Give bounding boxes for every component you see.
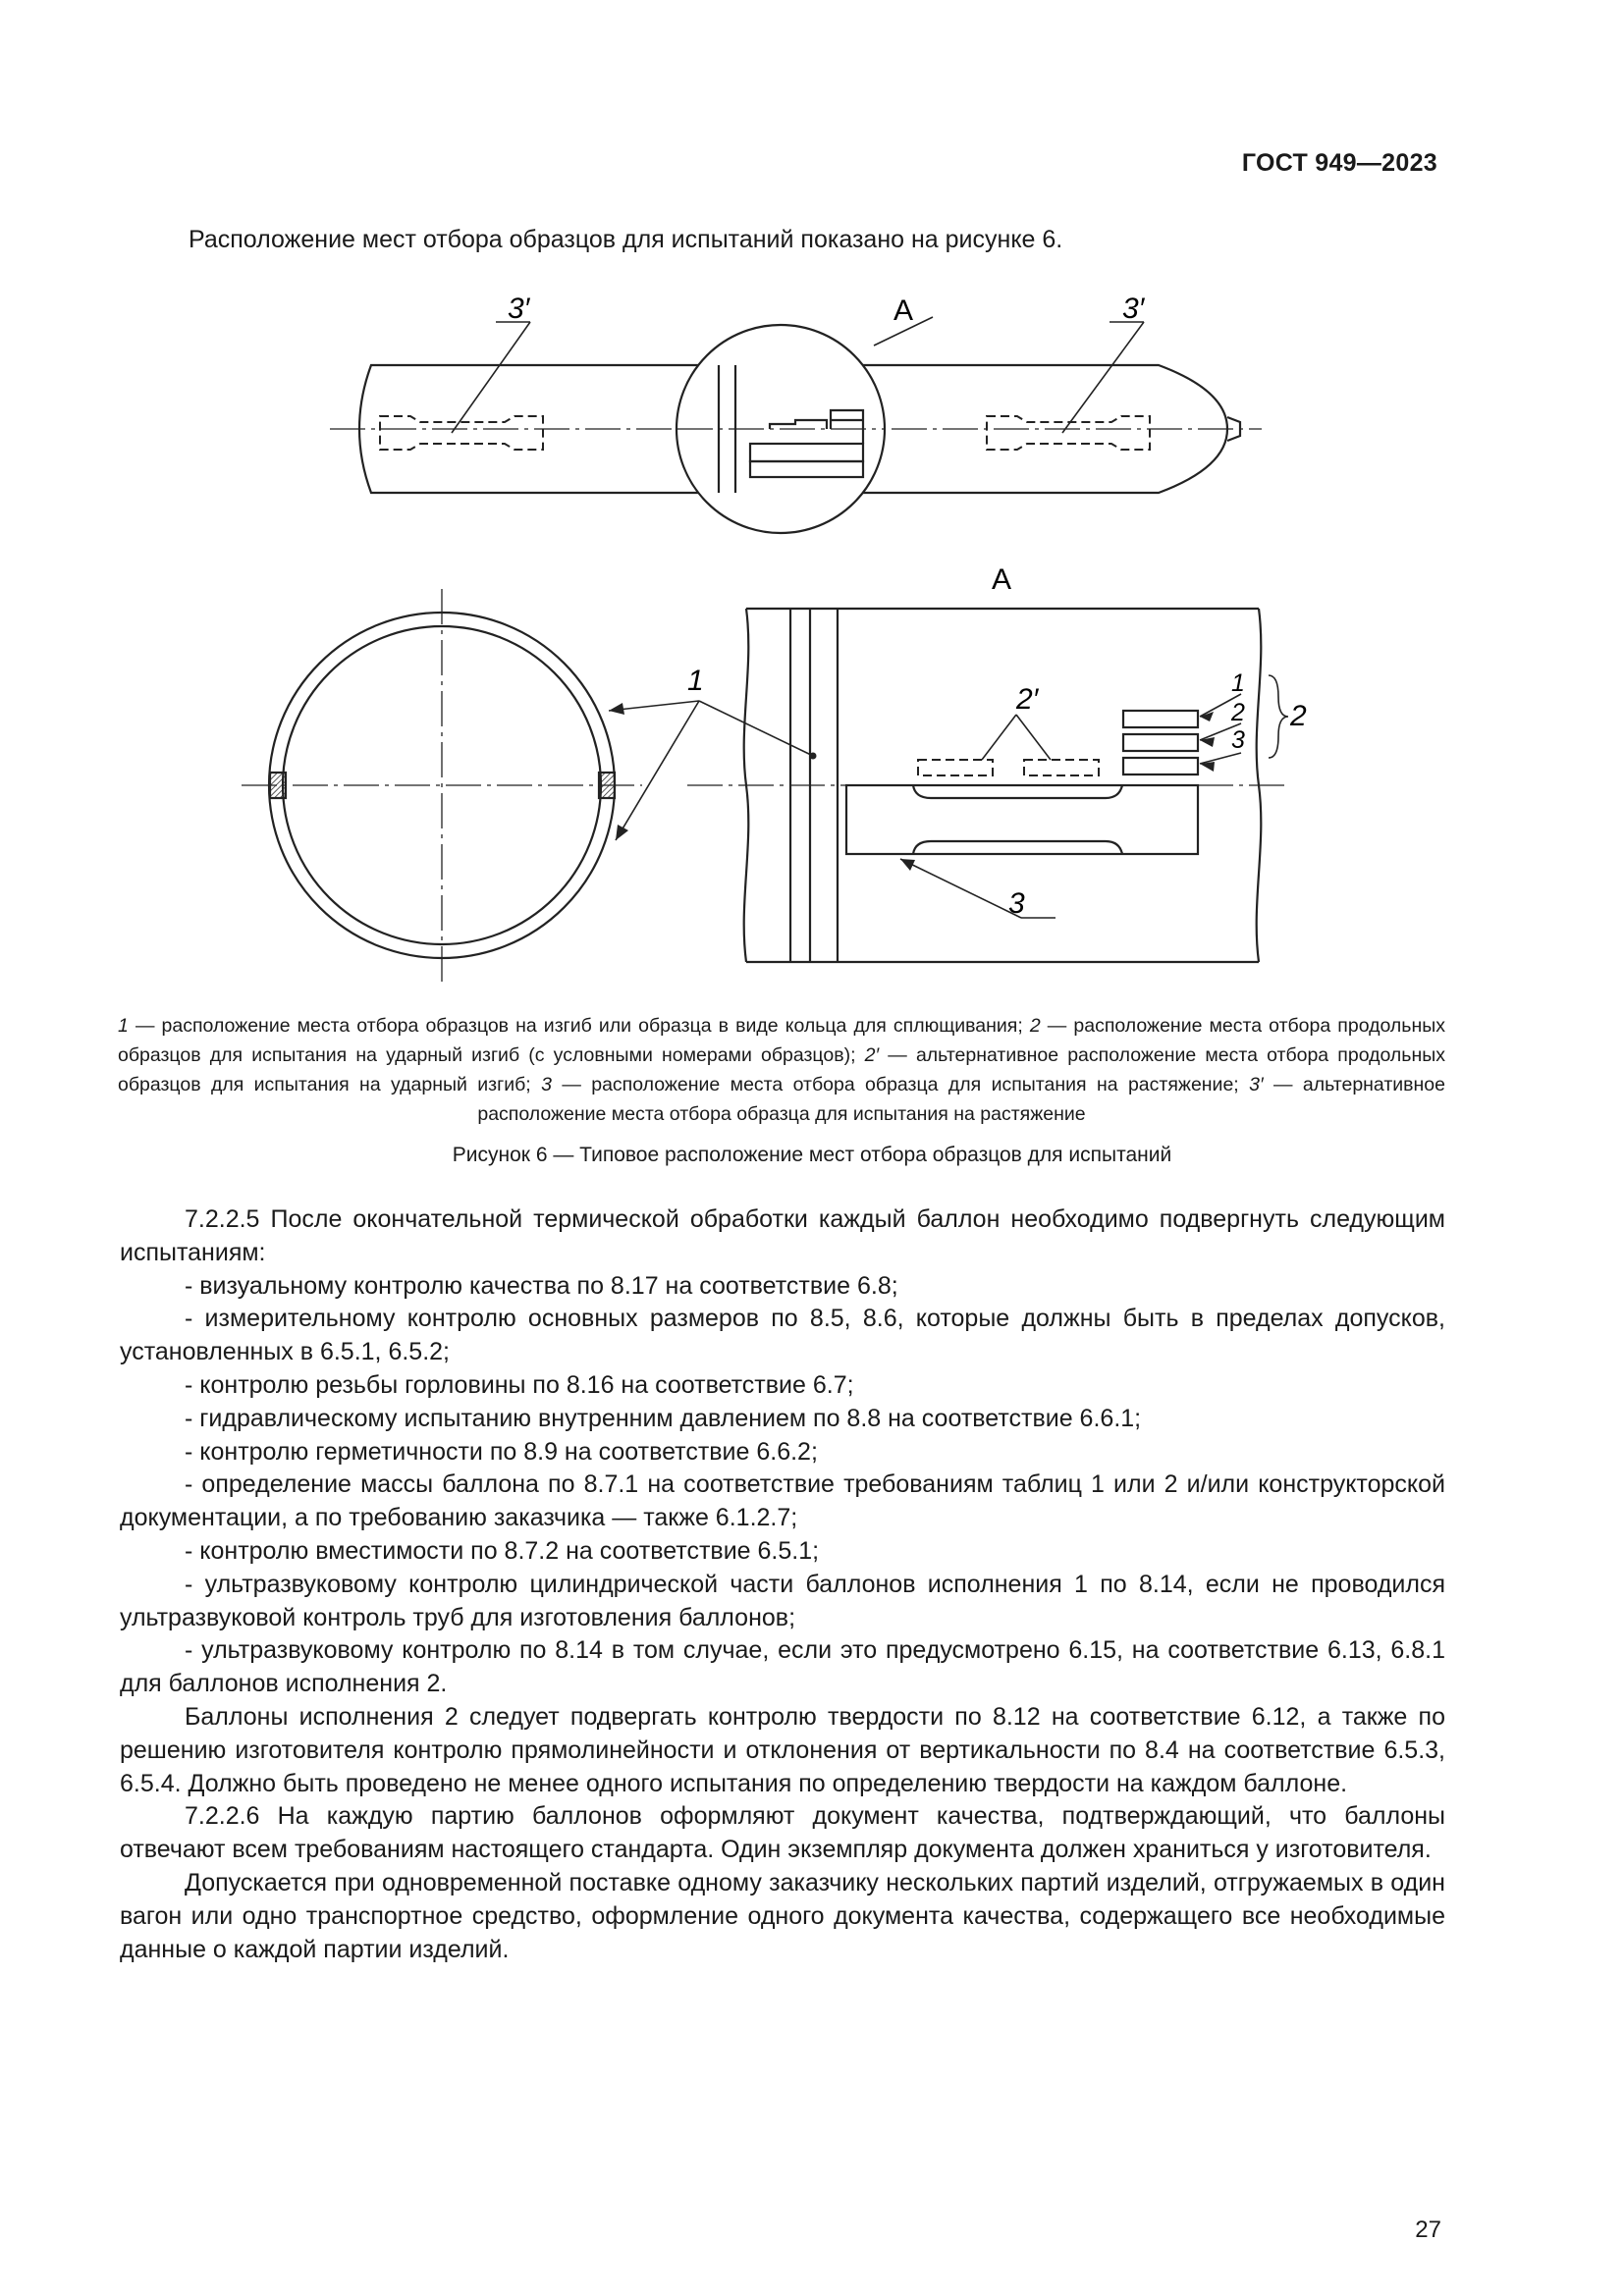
page-number: 27 [1415, 2216, 1441, 2243]
figure-caption: Рисунок 6 — Типовое расположение мест отбора образцов для испытаний [452, 1144, 1172, 1166]
legend-key: 3′ [1249, 1074, 1264, 1095]
intro-paragraph: Расположение мест отбора образцов для испытаний показано на рисунке 6. [189, 226, 1063, 253]
legend-text: — расположение места отбора образцов на изгиб или образца в виде кольца для сплющивания; [128, 1015, 1030, 1037]
legend-key: 3 [541, 1074, 552, 1095]
label-2prime: 2′ [1016, 683, 1039, 716]
figure-legend [118, 1011, 1445, 1129]
figure-6-drawing [0, 0, 1624, 1001]
list-item: - ультразвуковому контролю по 8.14 в том случае, если это предусмотрено 6.15, на соответствие 6.13, 6.8.1 для баллонов исполнения 2. [120, 1636, 1445, 1698]
leader-dot [810, 753, 817, 760]
label-num-1: 1 [1231, 669, 1245, 697]
legend-text: — альтернативное расположение места отбора образца для испытания на растяжение [477, 1074, 1445, 1125]
label-3prime-left: 3′ [508, 293, 530, 325]
legend-key: 2 [1029, 1015, 1041, 1037]
paragraph: 7.2.2.5 После окончательной термической обработки каждый баллон необходимо подвергнуть следующим испытаниям: [120, 1205, 1445, 1266]
label-specimen-3: 3 [1008, 887, 1025, 920]
list-item: - визуальному контролю качества по 8.17 на соответствие 6.8; [185, 1271, 898, 1300]
legend-text: — расположение места отбора продольных образцов для испытания на ударный изгиб (с условными номерами образцов); [118, 1015, 1445, 1066]
list-item: - ультразвуковому контролю цилиндрической части баллонов исполнения 1 по 8.14, если не проводился ультразвуковой контроль труб для изготовления баллонов; [120, 1570, 1445, 1631]
label-3prime-right: 3′ [1122, 293, 1145, 325]
ring-cross-section [242, 589, 642, 982]
legend-key: 1 [118, 1015, 129, 1037]
label-num-2: 2 [1231, 699, 1245, 726]
label-1-ring: 1 [687, 665, 704, 697]
detail-view-a [687, 609, 1286, 962]
label-group-2: 2 [1290, 700, 1307, 732]
paragraph: Баллоны исполнения 2 следует подвергать контролю твердости по 8.12 на соответствие 6.12, а также по решению изготовителя контролю прямолинейности и отклонения от вертикальности по 8.4 на соответствие 6.5.3, 6.5.4. Должно быть проведено не менее одного испытания по определению твердости на каждом баллоне. [120, 1702, 1445, 1797]
legend-key: 2′ [864, 1044, 880, 1066]
detail-circle-a [677, 325, 885, 533]
list-item: - контролю вместимости по 8.7.2 на соответствие 6.5.1; [185, 1536, 820, 1565]
paragraph: 7.2.2.6 На каждую партию баллонов оформляют документ качества, подтверждающий, что баллоны отвечают всем требованиям настоящего стандарта. Один экземпляр документа должен храниться у изготовителя. [120, 1802, 1445, 1864]
legend-text: — альтернативное расположение места отбора продольных образцов для испытания на ударный изгиб; [118, 1044, 1445, 1095]
label-a-top: A [893, 294, 914, 327]
list-item: - контролю резьбы горловины по 8.16 на соответствие 6.7; [185, 1370, 854, 1399]
list-item: - контролю герметичности по 8.9 на соответствие 6.6.2; [185, 1437, 818, 1466]
body-text [120, 1203, 1445, 1966]
specimen-3prime-left [380, 416, 543, 450]
legend-text: — расположение места отбора образца для испытания на растяжение; [551, 1074, 1250, 1095]
specimens-2prime [918, 760, 1099, 775]
label-a-detail: A [992, 563, 1012, 596]
label-num-3: 3 [1231, 726, 1245, 754]
document-header: ГОСТ 949—2023 [1241, 149, 1437, 177]
list-item: - измерительному контролю основных размеров по 8.5, 8.6, которые должны быть в пределах допусков, установленных в 6.5.1, 6.5.2; [120, 1305, 1445, 1366]
paragraph: Допускается при одновременной поставке одному заказчику нескольких партий изделий, отгружаемых в один вагон или одно транспортное средство, оформление одного документа качества, содержащего все необходимые данные о каждой партии изделий. [120, 1868, 1445, 1963]
specimen-3prime-right [987, 416, 1150, 450]
list-item: - определение массы баллона по 8.7.1 на соответствие требованиям таблиц 1 или 2 и/или конструкторской документации, а по требованию заказчика — также 6.1.2.7; [120, 1470, 1445, 1532]
list-item: - гидравлическому испытанию внутренним давлением по 8.8 на соответствие 6.6.1; [185, 1404, 1142, 1432]
